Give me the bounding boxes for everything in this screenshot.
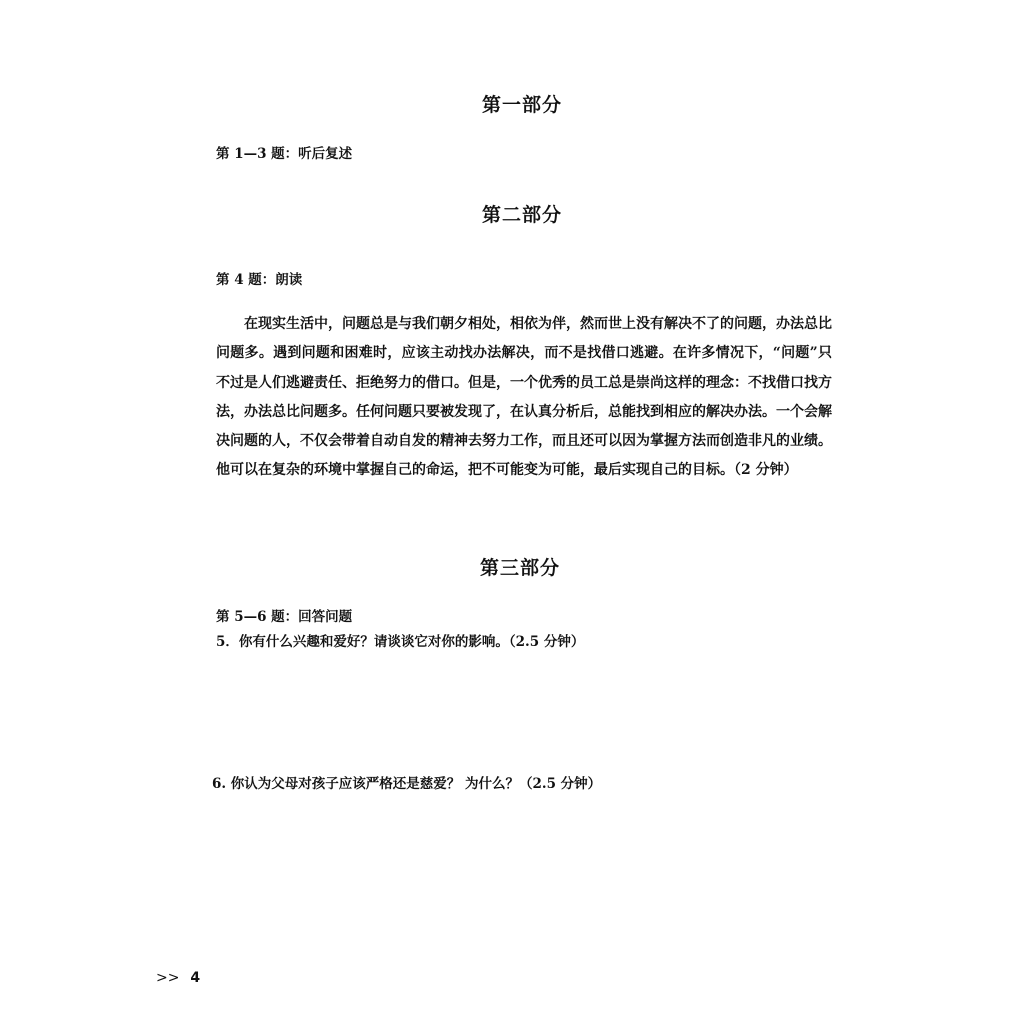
part1-question-label: 第 1—3 题：听后复述 [216,146,353,162]
question-5: 5．你有什么兴趣和爱好？请谈谈它对你的影响。（2.5 分钟） [216,634,585,650]
part2-question-label: 第 4 题：朗读 [216,272,303,288]
part1-title: 第一部分 [481,94,562,116]
part3-title: 第三部分 [479,557,560,579]
question-6: 6. 你认为父母对孩子应该严格还是慈爱？ 为什么？（2.5 分钟） [212,776,602,792]
part3-question-label: 第 5—6 题：回答问题 [216,609,353,625]
part2-title: 第二部分 [481,204,562,226]
page-footer [156,970,200,986]
double-chevron-icon: >> [156,970,180,986]
page-number: 4 [190,970,201,986]
reading-passage: 在现实生活中，问题总是与我们朝夕相处，相依为伴，然而世上没有解决不了的问题，办法总比问题多。遇到问题和困难时，应该主动找办法解决，而不是找借口逃避。在许多情况下，“问题”只不过是人们逃避责任、拒绝努力的借口。但是，一个优秀的员工总是崇尚这样的理念：不找借口找方法，办法总比问题多。任何问题只要被发现了，在认真分析后，总能找到相应的解决办法。一个会解决问题的人，不仅会带着自动自发的精神去努力工作，而且还可以因为掌握方法而创造非凡的业绩。他可以在复杂的环境中掌握自己的命运，把不可能变为可能，最后实现自己的目标。（2 分钟） [216,316,832,479]
